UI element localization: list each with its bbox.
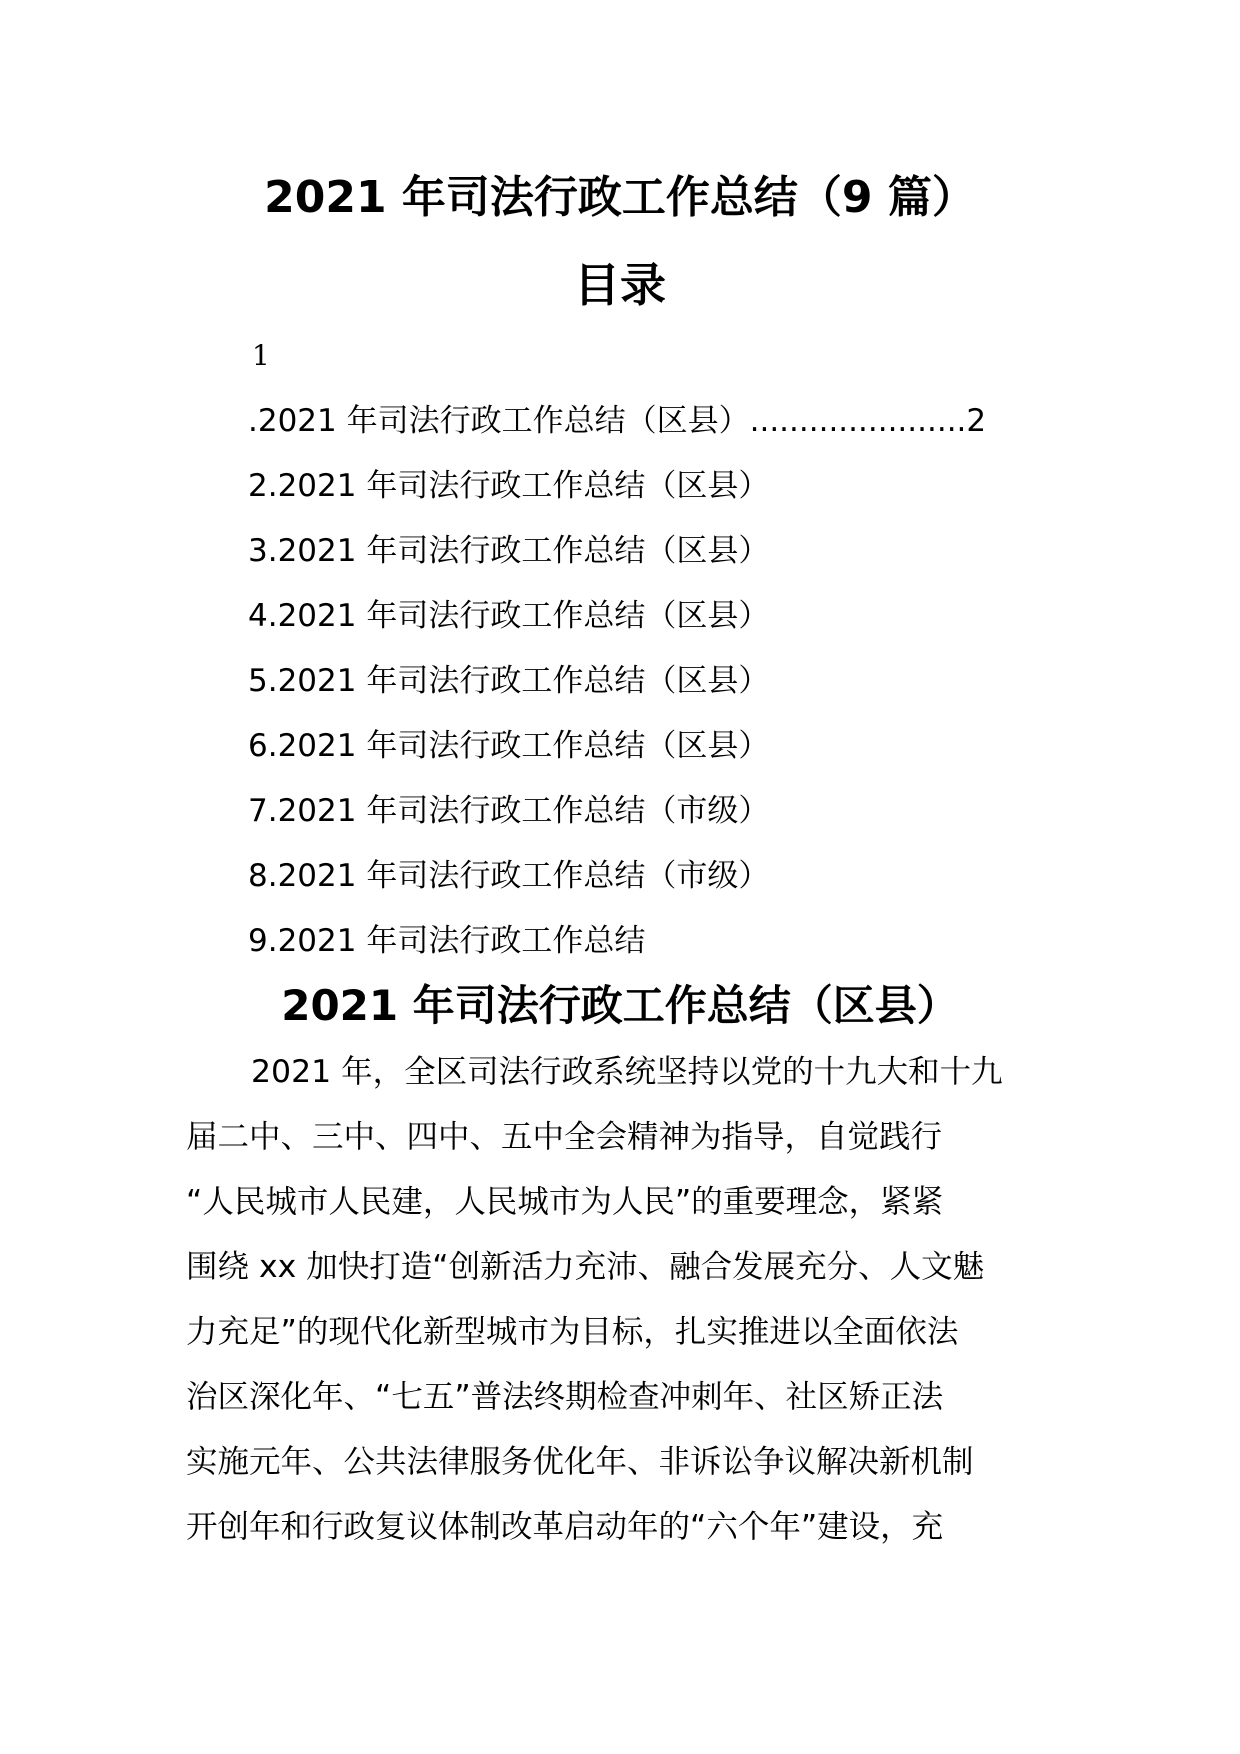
toc-entry[interactable] [248,853,1048,918]
toc-entry-label: .2021 年司法行政工作总结（区县） [248,403,750,439]
body-line: 届二中、三中、四中、五中全会精神为指导，自觉践行 [186,1119,943,1155]
body-line: 力充足”的现代化新型城市为目标，扎实推进以全面依法 [186,1314,959,1350]
toc-entry[interactable] [248,723,1048,788]
toc-entry-label: 6.2021 年司法行政工作总结（区县） [248,728,770,764]
toc-entry[interactable] [248,918,1048,983]
body-line: 2021 年，全区司法行政系统坚持以党的十九大和十九 [251,1054,1003,1090]
body-line: 实施元年、公共法律服务优化年、非诉讼争议解决新机制 [186,1444,974,1480]
toc-entry[interactable] [248,788,1048,853]
toc-entry-page: 2 [966,403,987,439]
toc-entry[interactable] [248,658,1048,723]
toc-entry[interactable] [248,398,1048,463]
toc-entry-leader: ...................... [749,403,967,439]
toc-entry-label: 7.2021 年司法行政工作总结（市级） [248,793,770,829]
document-title: 2021 年司法行政工作总结（9 篇） [264,172,976,223]
body-line: “人民城市人民建，人民城市为人民”的重要理念，紧紧 [186,1184,944,1220]
toc-entry-label: 9.2021 年司法行政工作总结 [248,923,646,959]
body-paragraph [186,1040,1048,1560]
toc-first-number: 1 [252,339,270,372]
toc-entry-label: 2.2021 年司法行政工作总结（区县） [248,468,770,504]
toc-entry[interactable] [248,463,1048,528]
body-line: 开创年和行政复议体制改革启动年的“六个年”建设，充 [186,1509,944,1545]
toc-entry-label: 8.2021 年司法行政工作总结（市级） [248,858,770,894]
body-line: 围绕 xx 加快打造“创新活力充沛、融合发展充分、人文魅 [186,1249,985,1285]
table-of-contents [248,398,1048,983]
body-line: 治区深化年、“七五”普法终期检查冲刺年、社区矫正法 [186,1379,944,1415]
section-title: 2021 年司法行政工作总结（区县） [281,981,959,1030]
toc-entry[interactable] [248,528,1048,593]
toc-entry-label: 4.2021 年司法行政工作总结（区县） [248,598,770,634]
toc-entry[interactable] [248,593,1048,658]
toc-entry-label: 3.2021 年司法行政工作总结（区县） [248,533,770,569]
toc-heading: 目录 [574,258,666,312]
toc-entry-label: 5.2021 年司法行政工作总结（区县） [248,663,770,699]
